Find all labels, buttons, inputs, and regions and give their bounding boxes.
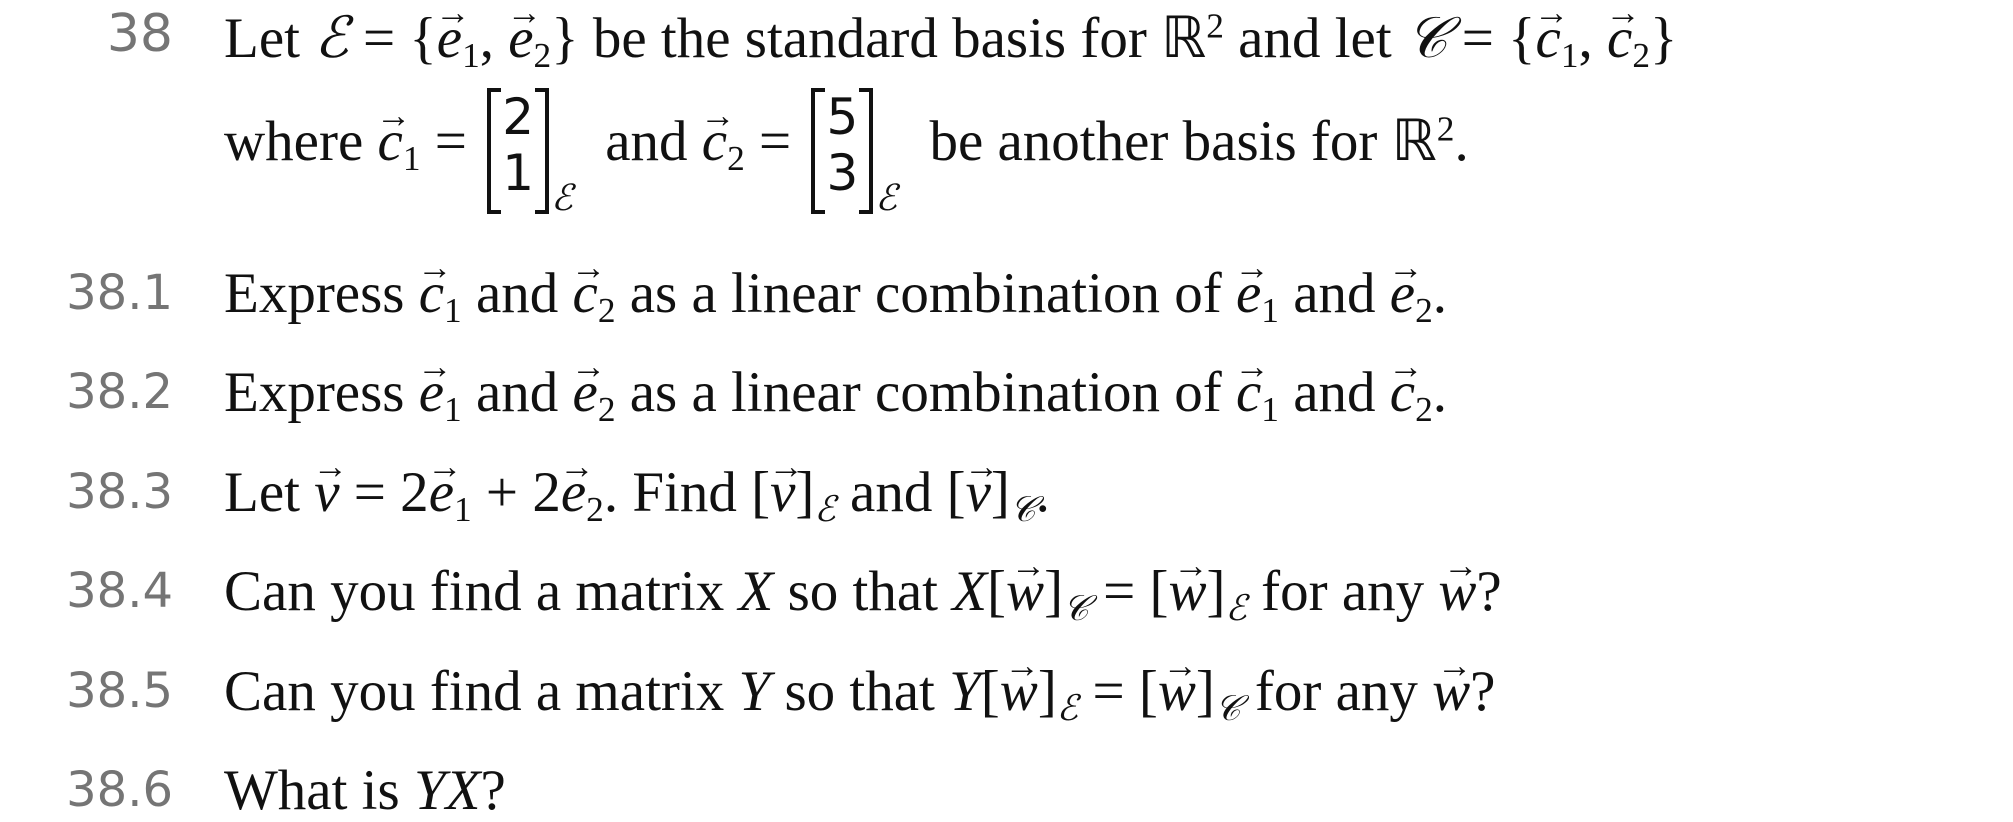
part-number: 38.5	[66, 663, 173, 719]
column-vector-c1: 2 1	[487, 88, 549, 206]
part-text: What is YX?	[224, 759, 506, 822]
part-number: 38.3	[66, 464, 173, 520]
part-text: Can you find a matrix Y so that $Y[\to w]_ℰ$ = [→ $w]_𝒞$ for any → w?	[224, 663, 1495, 720]
part-number: 38.6	[66, 762, 173, 818]
problem-number: 38	[106, 4, 173, 64]
part-number: 38.4	[66, 563, 173, 619]
part-number: 38.2	[66, 364, 173, 420]
problem-intro-line-2: where → $c_1$ = 2 1 ℰ and → $c_2$ = 5 3 ℰ be another basis for ℝ$^2$.	[224, 88, 1469, 217]
part-text: Let → $v = 2\to e_1 + 2\to e_2$. Find [→ $v]_ℰ$ and [→ $v]_𝒞$.	[224, 464, 1050, 521]
part-text: Express → $e_1$ and → $e_2$ as a linear combination of → $c_1$ and → $c_2$.	[224, 364, 1447, 421]
part-text: Express → $c_1$ and → $c_2$ as a linear combination of → $e_1$ and → $e_2$.	[224, 265, 1447, 322]
part-text: Can you find a matrix X so that $X[\to w]_𝒞$ = [→ $w]_ℰ$ for any → w?	[224, 563, 1502, 620]
column-vector-c2: 5 3	[811, 88, 873, 206]
part-number: 38.1	[66, 265, 173, 321]
problem-intro-line-1: Let ℰ = {→ $e_1$, → $e_2$} be the standard basis for ℝ$^2$ and let 𝒞 = {→ $c_1$, → $c_2$}	[224, 10, 1677, 67]
